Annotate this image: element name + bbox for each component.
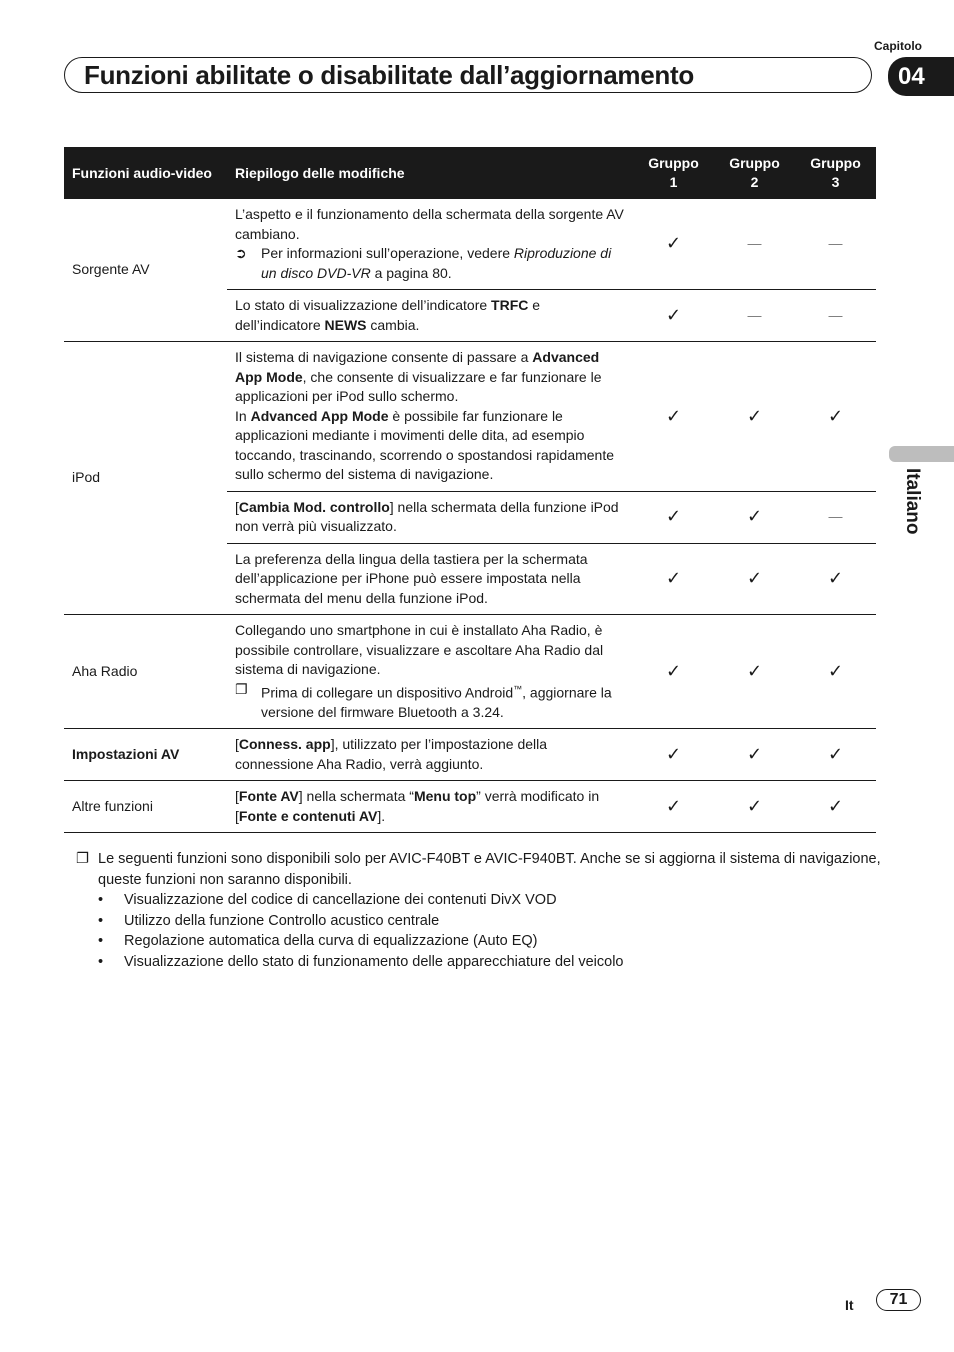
feature-name: Aha Radio	[64, 615, 227, 729]
check-icon: ✓	[714, 781, 795, 833]
check-icon: ✓	[795, 342, 876, 492]
feature-name: Altre funzioni	[64, 781, 227, 833]
note-square-icon: ❐	[235, 680, 248, 697]
change-summary: Lo stato di visualizzazione dell’indicatore TRFC e dell’indicatore NEWS cambia.	[227, 290, 633, 342]
header-feature: Funzioni audio-video	[64, 147, 227, 199]
feature-name: iPod	[64, 342, 227, 615]
change-summary: Il sistema di navigazione consente di passare a Advanced App Mode, che consente di visualizzare e far funzionare le applicazioni per iPod sullo schermo. In Advanced App Mode è possibile far funzionare le applicazioni mediante i movimenti delle dita, ad esempio toccando, trascinando, scorrendo o spostandosi rapidamente sullo schermo del sistema di navigazione.	[227, 342, 633, 492]
chapter-number-badge: 04	[888, 57, 954, 96]
change-summary: [Conness. app], utilizzato per l’impostazione della connessione Aha Radio, verrà aggiunto.	[227, 729, 633, 781]
change-summary: L’aspetto e il funzionamento della schermata della sorgente AV cambiano. ➲ Per informazioni sull’operazione, vedere Riproduzione di un disco DVD-VR a pagina 80.	[227, 199, 633, 290]
check-icon: ✓	[714, 543, 795, 615]
check-icon: ✓	[714, 491, 795, 543]
page-title: Funzioni abilitate o disabilitate dall’aggiornamento	[84, 60, 694, 90]
notes-list	[76, 890, 888, 972]
check-icon: ✓	[633, 290, 714, 342]
note-square-icon: ❐	[76, 851, 89, 867]
notes-lead-text: Le seguenti funzioni sono disponibili solo per AVIC-F40BT e AVIC-F940BT. Anche se si aggiorna il sistema di navigazione, queste funzioni non saranno disponibili.	[98, 851, 881, 888]
feature-name: Impostazioni AV	[64, 729, 227, 781]
check-icon: ✓	[795, 781, 876, 833]
header-summary: Riepilogo delle modifiche	[227, 147, 633, 199]
check-icon: ✓	[714, 342, 795, 492]
check-icon: ✓	[633, 729, 714, 781]
header-group-3: Gruppo 3	[795, 147, 876, 199]
list-item: • Visualizzazione dello stato di funzionamento delle apparecchiature del veicolo	[76, 952, 888, 973]
bullet-icon: •	[98, 912, 104, 929]
check-icon: ✓	[795, 729, 876, 781]
check-icon: ✓	[633, 199, 714, 290]
language-tab-marker	[889, 446, 954, 462]
dash-icon: —	[714, 199, 795, 290]
language-tab-label: Italiano	[902, 468, 923, 535]
chapter-label: Capitolo	[874, 39, 922, 53]
arrow-reference-icon: ➲	[235, 245, 247, 261]
check-icon: ✓	[633, 615, 714, 729]
footer-language-code: It	[845, 1297, 854, 1313]
feature-name: Sorgente AV	[64, 199, 227, 342]
bullet-icon: •	[98, 953, 104, 970]
dash-icon: —	[795, 290, 876, 342]
check-icon: ✓	[633, 491, 714, 543]
change-summary: [Fonte AV] nella schermata “Menu top” verrà modificato in [Fonte e contenuti AV].	[227, 781, 633, 833]
dash-icon: —	[714, 290, 795, 342]
list-item: • Utilizzo della funzione Controllo acustico centrale	[76, 911, 888, 932]
check-icon: ✓	[714, 615, 795, 729]
dash-icon: —	[795, 491, 876, 543]
change-summary: La preferenza della lingua della tastiera per la schermata dell’applicazione per iPhone può essere impostata nella schermata del menu della funzione iPod.	[227, 543, 633, 615]
check-icon: ✓	[795, 543, 876, 615]
table-row	[64, 615, 876, 729]
check-icon: ✓	[795, 615, 876, 729]
check-icon: ✓	[714, 729, 795, 781]
check-icon: ✓	[633, 781, 714, 833]
table-row	[64, 199, 876, 290]
notes-section	[76, 849, 888, 972]
table-row	[64, 781, 876, 833]
header-group-1: Gruppo 1	[633, 147, 714, 199]
table-row	[64, 342, 876, 492]
check-icon: ✓	[633, 342, 714, 492]
bullet-icon: •	[98, 933, 104, 949]
page-number: 71	[876, 1289, 921, 1311]
bullet-icon: •	[98, 892, 104, 908]
change-summary: [Cambia Mod. controllo] nella schermata della funzione iPod non verrà più visualizzato.	[227, 491, 633, 543]
table-row	[64, 729, 876, 781]
dash-icon: —	[795, 199, 876, 290]
list-item: • Regolazione automatica della curva di equalizzazione (Auto EQ)	[76, 931, 888, 952]
list-item: • Visualizzazione del codice di cancellazione dei contenuti DivX VOD	[76, 890, 888, 911]
change-summary: Collegando uno smartphone in cui è installato Aha Radio, è possibile controllare, visualizzare e ascoltare Aha Radio dal sistema di navigazione. ❐ Prima di collegare un dispositivo Android™, aggiornare la versione del firmware Bluetooth a 3.24.	[227, 615, 633, 729]
header-group-2: Gruppo 2	[714, 147, 795, 199]
table-header-row	[64, 147, 876, 199]
check-icon: ✓	[633, 543, 714, 615]
features-table	[64, 147, 876, 833]
